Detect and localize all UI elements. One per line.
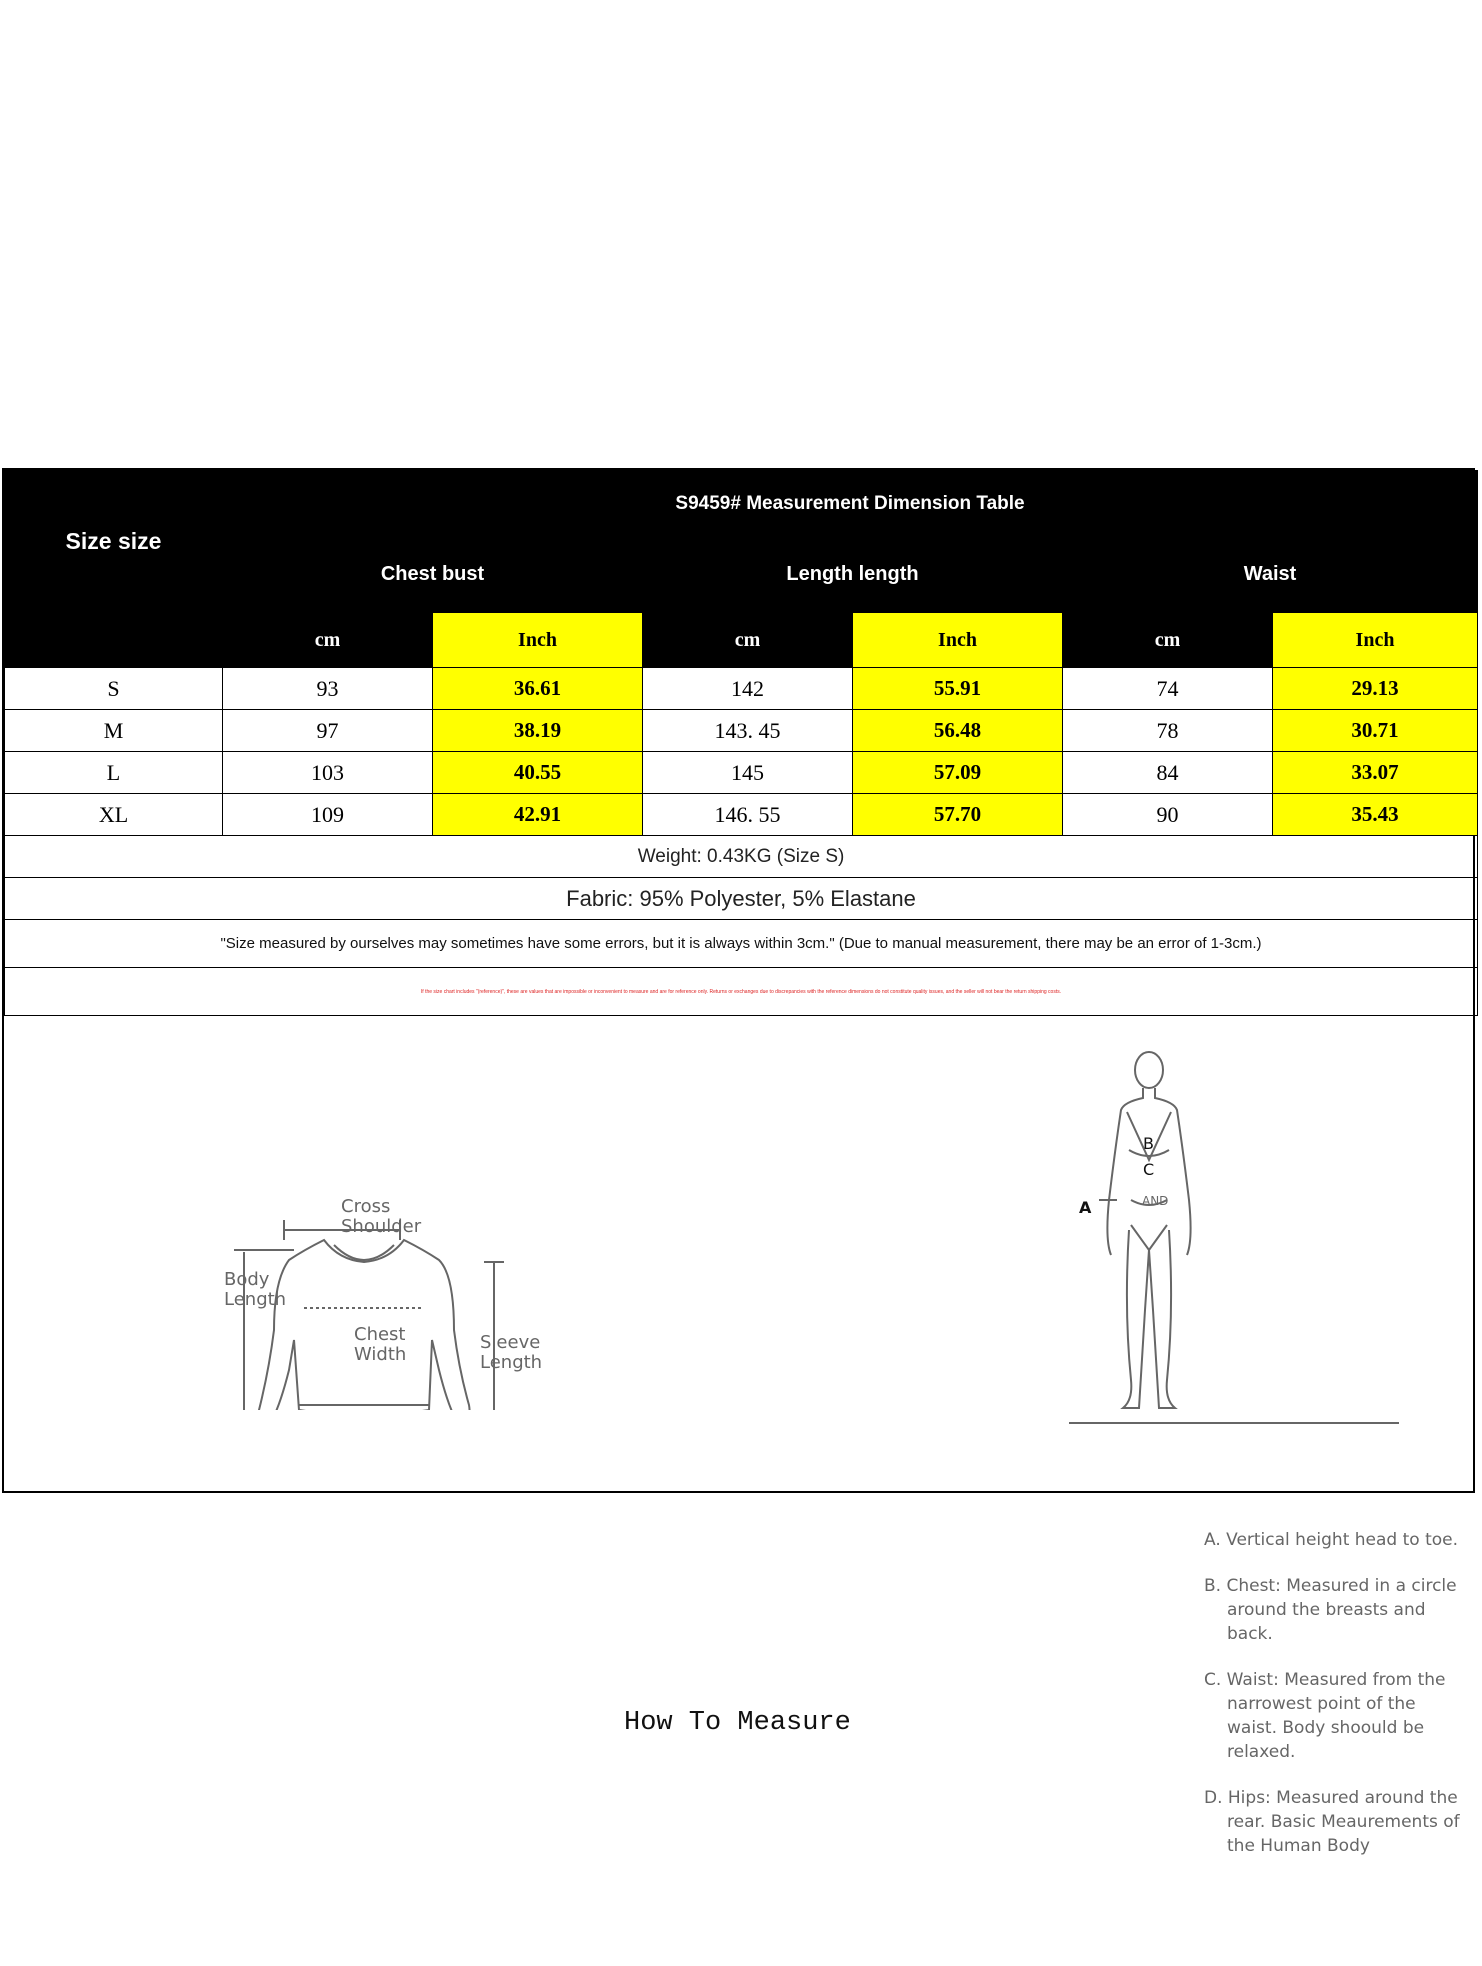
table-title: S9459# Measurement Dimension Table bbox=[223, 471, 1478, 537]
fine-print: If the size chart includes "(reference)", these are values that are impossible or inconvenient to measure and are for reference only. Returns or exchanges due to discrepancies with the reference dimensions do not constitute quality issues, and the seller will not bear the return shipping costs. bbox=[420, 988, 1062, 995]
note-b: B. Chest: Measured in a circle around the breasts and back. bbox=[1204, 1576, 1457, 1644]
value-cell: 56.48 bbox=[853, 710, 1063, 752]
value-cell: 29.13 bbox=[1273, 668, 1478, 710]
group-header-length: Length length bbox=[643, 537, 1063, 613]
value-cell: 57.09 bbox=[853, 752, 1063, 794]
value-cell: 55.91 bbox=[853, 668, 1063, 710]
unit-header: Inch bbox=[853, 613, 1063, 668]
group-header-waist: Waist bbox=[1063, 537, 1478, 613]
value-cell: 36.61 bbox=[433, 668, 643, 710]
cross-shoulder-label: Cross Shoulder bbox=[341, 1196, 422, 1237]
label-c: C bbox=[1143, 1160, 1155, 1179]
fine-print-row bbox=[5, 968, 1478, 1016]
unit-header: cm bbox=[223, 613, 433, 668]
body-diagram bbox=[1069, 1050, 1439, 1450]
sleeve-length-label: Sleeve Length bbox=[480, 1332, 543, 1373]
label-b: B bbox=[1143, 1134, 1154, 1153]
size-cell: L bbox=[5, 752, 223, 794]
value-cell: 93 bbox=[223, 668, 433, 710]
unit-header: Inch bbox=[1273, 613, 1478, 668]
value-cell: 30.71 bbox=[1273, 710, 1478, 752]
value-cell: 84 bbox=[1063, 752, 1273, 794]
value-cell: 143. 45 bbox=[643, 710, 853, 752]
body-measurement-notes bbox=[1204, 1528, 1464, 1880]
value-cell: 103 bbox=[223, 752, 433, 794]
table-row bbox=[5, 794, 1478, 836]
chest-width-label: Chest Width bbox=[354, 1324, 407, 1365]
size-cell: S bbox=[5, 668, 223, 710]
size-cell: M bbox=[5, 710, 223, 752]
size-chart bbox=[2, 468, 1475, 1856]
garment-diagram bbox=[204, 1090, 584, 1410]
value-cell: 97 bbox=[223, 710, 433, 752]
value-cell: 146. 55 bbox=[643, 794, 853, 836]
measurement-table bbox=[4, 470, 1478, 1016]
fabric-note: Fabric: 95% Polyester, 5% Elastane bbox=[5, 878, 1478, 920]
value-cell: 145 bbox=[643, 752, 853, 794]
note-a: A. Vertical height head to toe. bbox=[1204, 1530, 1459, 1550]
size-cell: XL bbox=[5, 794, 223, 836]
unit-header: cm bbox=[1063, 613, 1273, 668]
value-cell: 35.43 bbox=[1273, 794, 1478, 836]
value-cell: 90 bbox=[1063, 794, 1273, 836]
size-header: Size size bbox=[5, 471, 223, 613]
how-to-measure-heading: How To Measure bbox=[624, 1708, 851, 1738]
group-header-chest: Chest bust bbox=[223, 537, 643, 613]
unit-header: cm bbox=[643, 613, 853, 668]
value-cell: 74 bbox=[1063, 668, 1273, 710]
value-cell: 57.70 bbox=[853, 794, 1063, 836]
unit-header: Inch bbox=[433, 613, 643, 668]
table-row bbox=[5, 752, 1478, 794]
value-cell: 33.07 bbox=[1273, 752, 1478, 794]
header-spacer bbox=[5, 613, 223, 668]
label-a: A bbox=[1079, 1198, 1092, 1217]
value-cell: 38.19 bbox=[433, 710, 643, 752]
label-d: AND bbox=[1142, 1194, 1169, 1208]
value-cell: 142 bbox=[643, 668, 853, 710]
table-row bbox=[5, 668, 1478, 710]
note-c: C. Waist: Measured from the narrowest point of the waist. Body shoould be relaxed. bbox=[1204, 1670, 1446, 1762]
body-length-label: Body Length bbox=[224, 1269, 287, 1310]
value-cell: 42.91 bbox=[433, 794, 643, 836]
table-row bbox=[5, 710, 1478, 752]
value-cell: 40.55 bbox=[433, 752, 643, 794]
note-d: D. Hips: Measured around the rear. Basic Meaurements of the Human Body bbox=[1204, 1788, 1460, 1856]
disclaimer-note: "Size measured by ourselves may sometimes have some errors, but it is always within 3cm." (Due to manual measurement, there may be an error of 1-3cm.) bbox=[5, 920, 1478, 968]
weight-note: Weight: 0.43KG (Size S) bbox=[5, 836, 1478, 878]
value-cell: 109 bbox=[223, 794, 433, 836]
value-cell: 78 bbox=[1063, 710, 1273, 752]
